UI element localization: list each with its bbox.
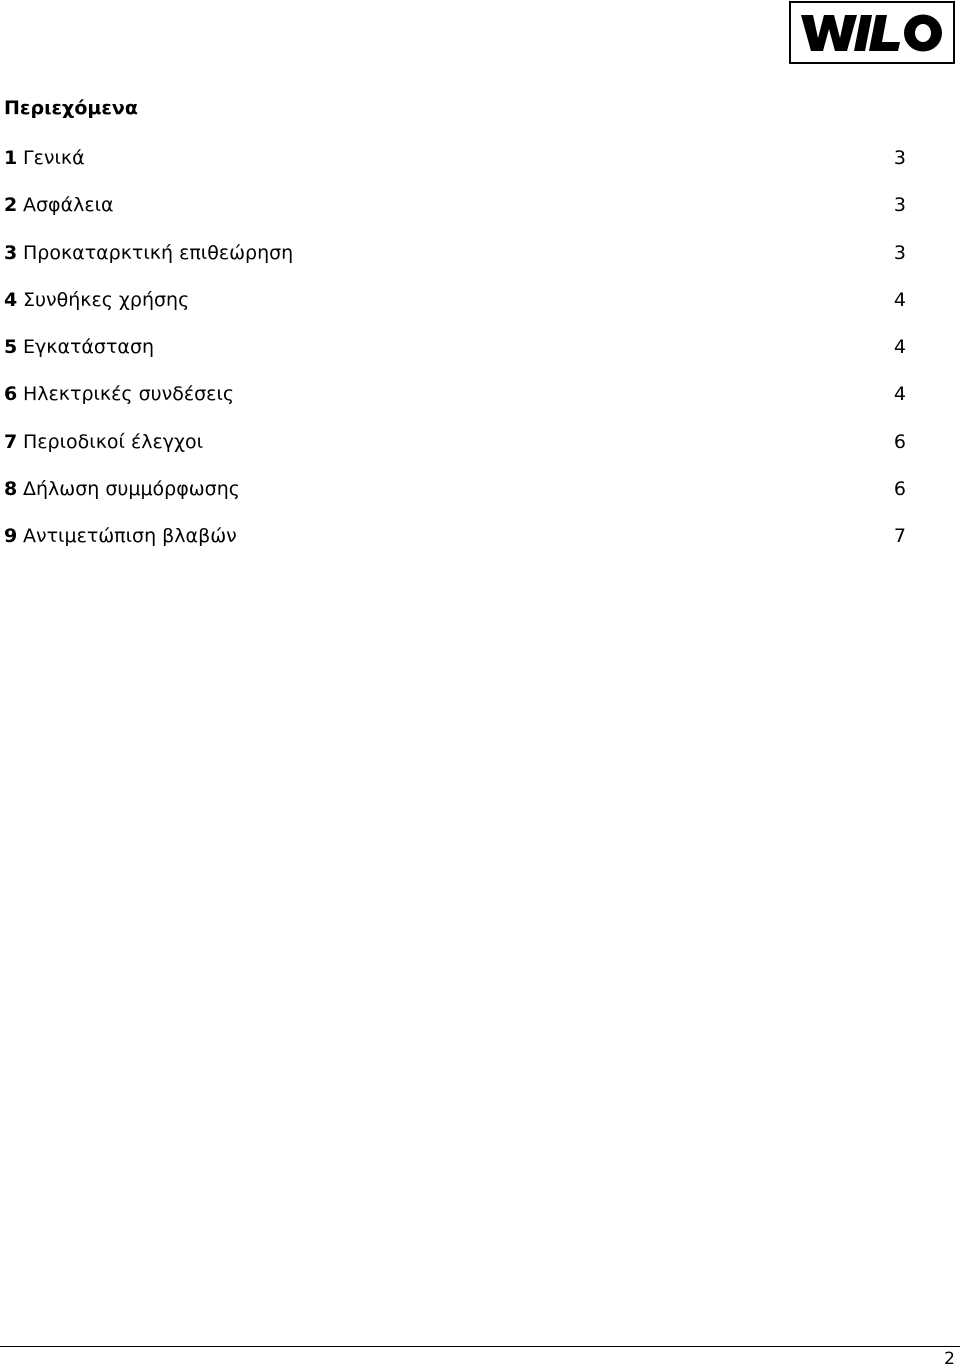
wilo-logo-mark (799, 11, 945, 55)
footer-divider (0, 1346, 960, 1347)
toc-entry-number: 8 (4, 477, 18, 500)
toc-entry[interactable] (4, 241, 906, 288)
toc-entry[interactable] (4, 477, 906, 524)
toc-entry-label: Προκαταρκτική επιθεώρηση (23, 241, 294, 264)
toc-entry-number: 6 (4, 383, 18, 406)
toc-entry-page: 7 (893, 525, 906, 547)
toc-entry-number: 4 (4, 288, 18, 311)
toc-entry-page: 6 (893, 430, 906, 453)
toc-entry[interactable] (4, 335, 906, 382)
toc-entry-label: Ηλεκτρικές συνδέσεις (23, 383, 235, 406)
toc-entry-page: 4 (893, 336, 906, 358)
toc-title: Περιεχόμενα (4, 97, 138, 119)
toc-entry[interactable] (4, 524, 906, 571)
toc-entry-page: 4 (893, 383, 906, 406)
toc-entry-page: 3 (893, 194, 906, 217)
toc-entry[interactable] (4, 382, 906, 429)
toc-entry-number: 5 (4, 336, 18, 358)
toc-entry-number: 1 (4, 147, 18, 169)
toc-entry-number: 9 (4, 525, 18, 547)
toc-entry-number: 3 (4, 241, 18, 264)
page-number: 2 (944, 1349, 955, 1369)
toc-entry-label: Δήλωση συμμόρφωσης (23, 477, 240, 500)
toc-entry-page: 3 (893, 147, 906, 169)
toc-entry-label: Εγκατάσταση (23, 336, 155, 358)
toc-entry-page: 4 (893, 288, 906, 311)
toc-entry[interactable] (4, 146, 906, 193)
toc-entry-label: Ασφάλεια (23, 194, 114, 217)
toc-entry-label: Συνθήκες χρήσης (23, 288, 190, 311)
table-of-contents (4, 146, 906, 571)
toc-entry-number: 7 (4, 430, 18, 453)
toc-entry-page: 3 (893, 241, 906, 264)
toc-entry-label: Γενικά (23, 147, 85, 169)
toc-entry[interactable] (4, 193, 906, 240)
toc-entry-label: Αντιμετώπιση βλαβών (23, 525, 237, 547)
toc-entry-page: 6 (893, 477, 906, 500)
toc-entry[interactable] (4, 430, 906, 477)
toc-entry-number: 2 (4, 194, 18, 217)
wilo-logo (789, 1, 955, 64)
toc-entry-label: Περιοδικοί έλεγχοι (23, 430, 204, 453)
toc-entry[interactable] (4, 288, 906, 335)
